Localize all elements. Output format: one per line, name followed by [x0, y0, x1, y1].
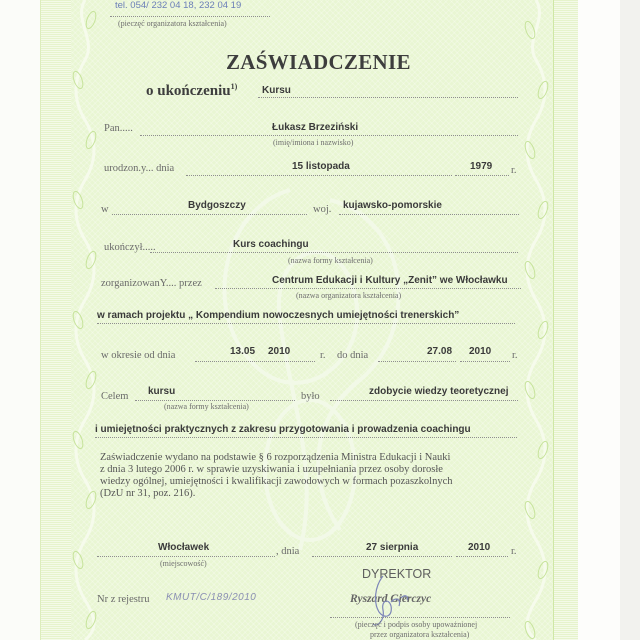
period-from-date: 13.05: [230, 346, 256, 357]
vine-ornament-right-icon: [522, 0, 550, 640]
signatory-name: Ryszard Gierczyc: [350, 593, 432, 605]
purpose-form-caption: (nazwa formy kształcenia): [164, 402, 249, 411]
period-to-date: 27.08: [427, 346, 453, 357]
birth-year-suffix: r.: [511, 165, 517, 176]
birth-date-value: 15 listopada: [292, 161, 350, 172]
left-margin: [0, 0, 40, 640]
birth-date-line: [186, 175, 452, 176]
city-value: Bydgoszczy: [188, 200, 246, 211]
completed-caption: (nazwa formy kształcenia): [288, 256, 373, 265]
city-line: [112, 214, 307, 215]
legal-basis-line1: Zaświadczenie wydano na podstawie § 6 rozporządzenia Ministra Edukacji i Nauki: [100, 452, 451, 463]
certificate-subtitle: [146, 82, 237, 100]
period-to-suffix: r.: [512, 350, 518, 361]
purpose-value-line1: zdobycie wiedzy teoretycznej: [369, 386, 509, 397]
organizer-label: zorganizowanY.... przez: [101, 278, 202, 289]
project-value: w ramach projektu „ Kompendium nowoczesnych umiejętności trenerskich”: [97, 310, 460, 321]
signature-line: [330, 617, 510, 618]
legal-basis-line4: (DzU nr 31, poz. 216).: [100, 488, 196, 499]
right-border-stripe: [553, 0, 579, 640]
header-stamp-caption: (pieczęć organizatora kształcenia): [118, 19, 227, 28]
issue-place-line: [97, 556, 275, 557]
legal-basis-line3: wiedzy ogólnej, umiejętności i kwalifikacji zawodowych w formach pozaszkolnych: [100, 476, 453, 487]
period-to-date-line: [378, 361, 456, 362]
issue-date-label: , dnia: [276, 546, 300, 557]
vine-ornament-left-icon: [71, 0, 99, 640]
certificate-title: ZAŚWIADCZENIE: [226, 50, 411, 74]
name-caption: (imię/imiona i nazwisko): [273, 138, 354, 147]
purpose-form-line: [135, 400, 295, 401]
stamp-line: [110, 16, 270, 17]
issue-year-value: 2010: [468, 542, 491, 553]
completed-value: Kurs coachingu: [233, 239, 309, 250]
issue-place-value: Włocławek: [158, 542, 210, 553]
register-value: KMUT/C/189/2010: [166, 592, 257, 603]
name-line: [140, 135, 518, 136]
voivodeship-label: woj.: [313, 204, 332, 215]
organizer-line: [215, 288, 521, 289]
voivodeship-line: [339, 214, 519, 215]
right-shadow: [620, 0, 640, 640]
left-border-stripe: [40, 0, 72, 640]
organizer-caption: (nazwa organizatora kształcenia): [296, 291, 402, 300]
subtitle-text: o ukończeniu: [146, 83, 231, 99]
period-from-line: [195, 361, 315, 362]
issue-year-line: [456, 556, 508, 557]
name-label: Pan.....: [104, 123, 133, 134]
period-from-suffix: r.: [320, 350, 326, 361]
birth-year-line: [455, 175, 509, 176]
completed-line: [150, 252, 518, 253]
organizer-value: Centrum Edukacji i Kultury „Zenit” we Włocławku: [272, 275, 508, 286]
issue-place-caption: (miejscowość): [160, 559, 207, 568]
period-to-year-line: [460, 361, 510, 362]
completed-label: ukończył.....: [104, 242, 156, 253]
issue-date-line: [312, 556, 452, 557]
subtitle-footnote: 1): [230, 82, 238, 91]
course-type-value: Kursu: [262, 85, 291, 96]
period-to-label: do dnia: [337, 350, 369, 361]
purpose-was-label: było: [301, 391, 320, 402]
birth-label: urodzon.y... dnia: [104, 163, 175, 174]
purpose-label: Celem: [101, 391, 129, 402]
register-label: Nr z rejestru: [97, 594, 150, 605]
header-stamp-phone: tel. 054/ 232 04 18, 232 04 19: [115, 0, 242, 11]
signatory-caption-line1: (pieczęć i podpis osoby upoważnionej: [355, 620, 478, 629]
issue-date-value: 27 sierpnia: [366, 542, 419, 553]
signatory-role: DYREKTOR: [362, 567, 432, 581]
place-label: w: [101, 204, 109, 215]
voivodeship-value: kujawsko-pomorskie: [343, 200, 442, 211]
birth-year-value: 1979: [470, 161, 493, 172]
purpose-value-line2: i umiejętności praktycznych z zakresu przygotowania i prowadzenia coachingu: [95, 424, 471, 435]
issue-year-suffix: r.: [511, 546, 517, 557]
period-to-year: 2010: [469, 346, 492, 357]
legal-basis-line2: z dnia 3 lutego 2006 r. w sprawie uzyskiwania i uzupełniania przez osoby dorosłe: [100, 464, 443, 475]
project-line: [97, 323, 515, 324]
period-from-label: w okresie od dnia: [101, 350, 176, 361]
period-from-year: 2010: [268, 346, 291, 357]
purpose-form-value: kursu: [148, 386, 176, 397]
course-type-line: [258, 97, 518, 98]
name-value: Łukasz Brzeziński: [272, 122, 359, 133]
purpose-line2: [95, 437, 517, 438]
purpose-value-line: [330, 400, 518, 401]
signatory-caption-line2: przez organizatora kształcenia): [370, 630, 470, 639]
